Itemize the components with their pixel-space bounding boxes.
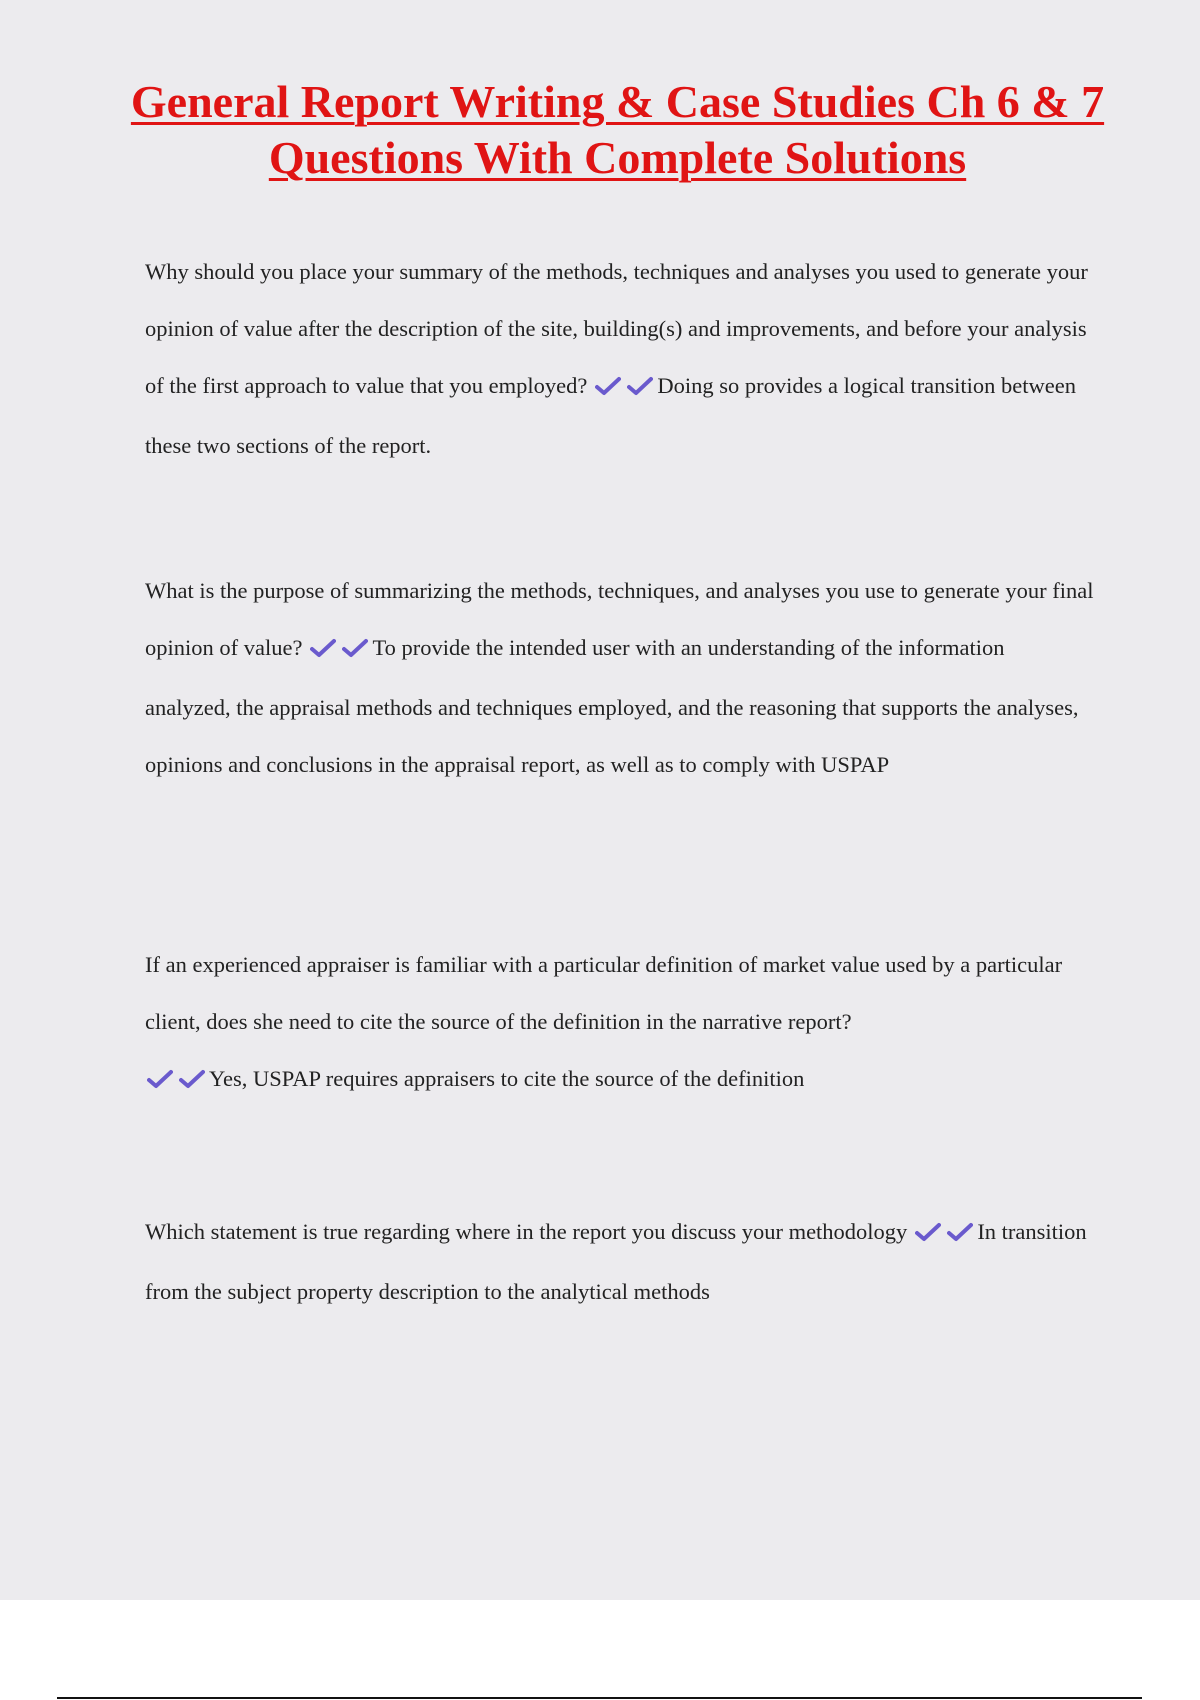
answer-text: Doing so provides a logical transition between these two sections of the report.	[145, 373, 1077, 458]
check-icon	[595, 376, 621, 396]
answer-marker	[147, 1053, 205, 1110]
check-icon	[915, 1222, 941, 1242]
answer-text: Yes, USPAP requires appraisers to cite the source of the definition	[209, 1066, 805, 1091]
question-text: Which statement is true regarding where in the report you discuss your methodology	[145, 1219, 908, 1244]
qa-item	[145, 562, 1095, 793]
qa-item	[145, 243, 1095, 474]
qa-item	[145, 1203, 1095, 1320]
answer-text: To provide the intended user with an understanding of the information analyzed, the appraisal methods and techniques employed, and the reasoning that supports the analyses, opinions and conclusions in the appraisal report, as well as to comply with USPAP	[145, 635, 1079, 777]
check-icon	[627, 376, 653, 396]
footer-divider	[57, 1697, 1142, 1699]
question-text: What is the purpose of summarizing the methods, techniques, and analyses you use to generate your final opinion of value?	[145, 578, 1094, 660]
check-icon	[179, 1069, 205, 1089]
qa-item	[145, 936, 1095, 1110]
document-title: General Report Writing & Case Studies Ch 6 & 7 Questions With Complete Solutions	[130, 76, 1105, 183]
check-icon	[310, 638, 336, 658]
answer-text: In transition from the subject property description to the analytical methods	[145, 1219, 1087, 1304]
answer-marker	[915, 1206, 973, 1263]
question-text: If an experienced appraiser is familiar with a particular definition of market value used by a particular client, does she need to cite the source of the definition in the narrative report?	[145, 952, 1063, 1034]
question-text: Why should you place your summary of the methods, techniques and analyses you used to generate your opinion of value after the description of the site, building(s) and improvements, and before your analysis of the first approach to value that you employed?	[145, 259, 1088, 398]
check-icon	[342, 638, 368, 658]
check-icon	[947, 1222, 973, 1242]
check-icon	[147, 1069, 173, 1089]
answer-marker	[595, 360, 653, 417]
answer-marker	[310, 622, 368, 679]
